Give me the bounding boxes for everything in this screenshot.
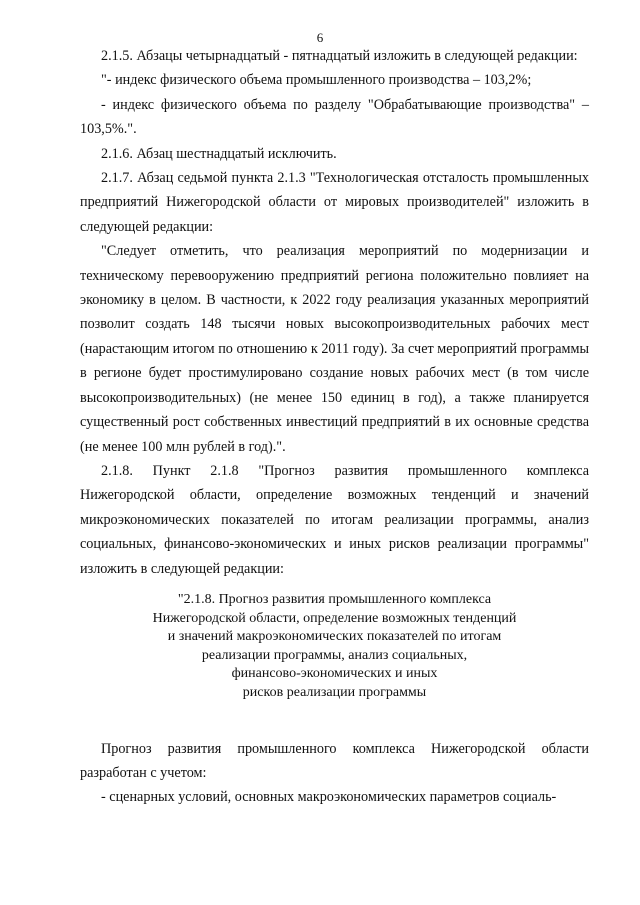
paragraph-2-1-8: 2.1.8. Пункт 2.1.8 "Прогноз развития промышленного комплекса Нижегородской области, определение возможных тенденций и значений микроэкономических показателей по итогам реализации программы, анализ социальных, финансово-экономических и иных рисков реализации программы" изложить в следующей редакции: [80,462,589,577]
section-heading [80,591,589,703]
paragraph-scenario-conditions: - сценарных условий, основных макроэкономических параметров социаль- [101,789,557,806]
paragraph-2-1-5: 2.1.5. Абзацы четырнадцатый - пятнадцатый изложить в следующей редакции: [101,48,578,64]
document-body [80,44,589,810]
heading-line: и значений макроэкономических показателей по итогам [167,629,502,645]
heading-line: финансово-экономических и иных [231,666,438,682]
paragraph-2-1-6: 2.1.6. Абзац шестнадцатый исключить. [101,145,337,162]
heading-line: Нижегородской области, определение возможных тенденций [152,610,517,626]
heading-line: рисков реализации программы [242,684,427,700]
paragraph-forecast-basis: Прогноз развития промышленного комплекса Нижегородской области разработан с учетом: [80,740,589,781]
page-number: 6 [316,30,324,45]
paragraph-index-industrial: "- индекс физического объема промышленного производства – 103,2%; [101,72,532,89]
spacer [80,703,589,737]
heading-line: "2.1.8. Прогноз развития промышленного комплекса [177,591,492,607]
heading-line: реализации программы, анализ социальных, [201,647,468,663]
paragraph-quoted-text: "Следует отметить, что реализация мероприятий по модернизации и техническому перевооружению предприятий региона положительно повлияет на экономику в целом. В частности, к 2022 году реализация указанных мероприятий позволит создать 148 тысячи новых высокопроизводительных рабочих мест (нарастающим итогом по отношению к 2011 году). За счет мероприятий программы в регионе будет простимулировано создание новых рабочих мест (в том числе высокопроизводительных) (не менее 150 единиц в год), а также планируется существенный рост собственных инвестиций предприятий в их основные средства (не менее 100 млн рублей в год).". [80,243,589,455]
paragraph-index-manufacturing: - индекс физического объема по разделу "Обрабатывающие производства" – 103,5%.". [80,96,589,138]
paragraph-2-1-7: 2.1.7. Абзац седьмой пункта 2.1.3 "Технологическая отсталость промышленных предприятий Нижегородской области от мировых производителей" изложить в следующей редакции: [80,170,589,235]
